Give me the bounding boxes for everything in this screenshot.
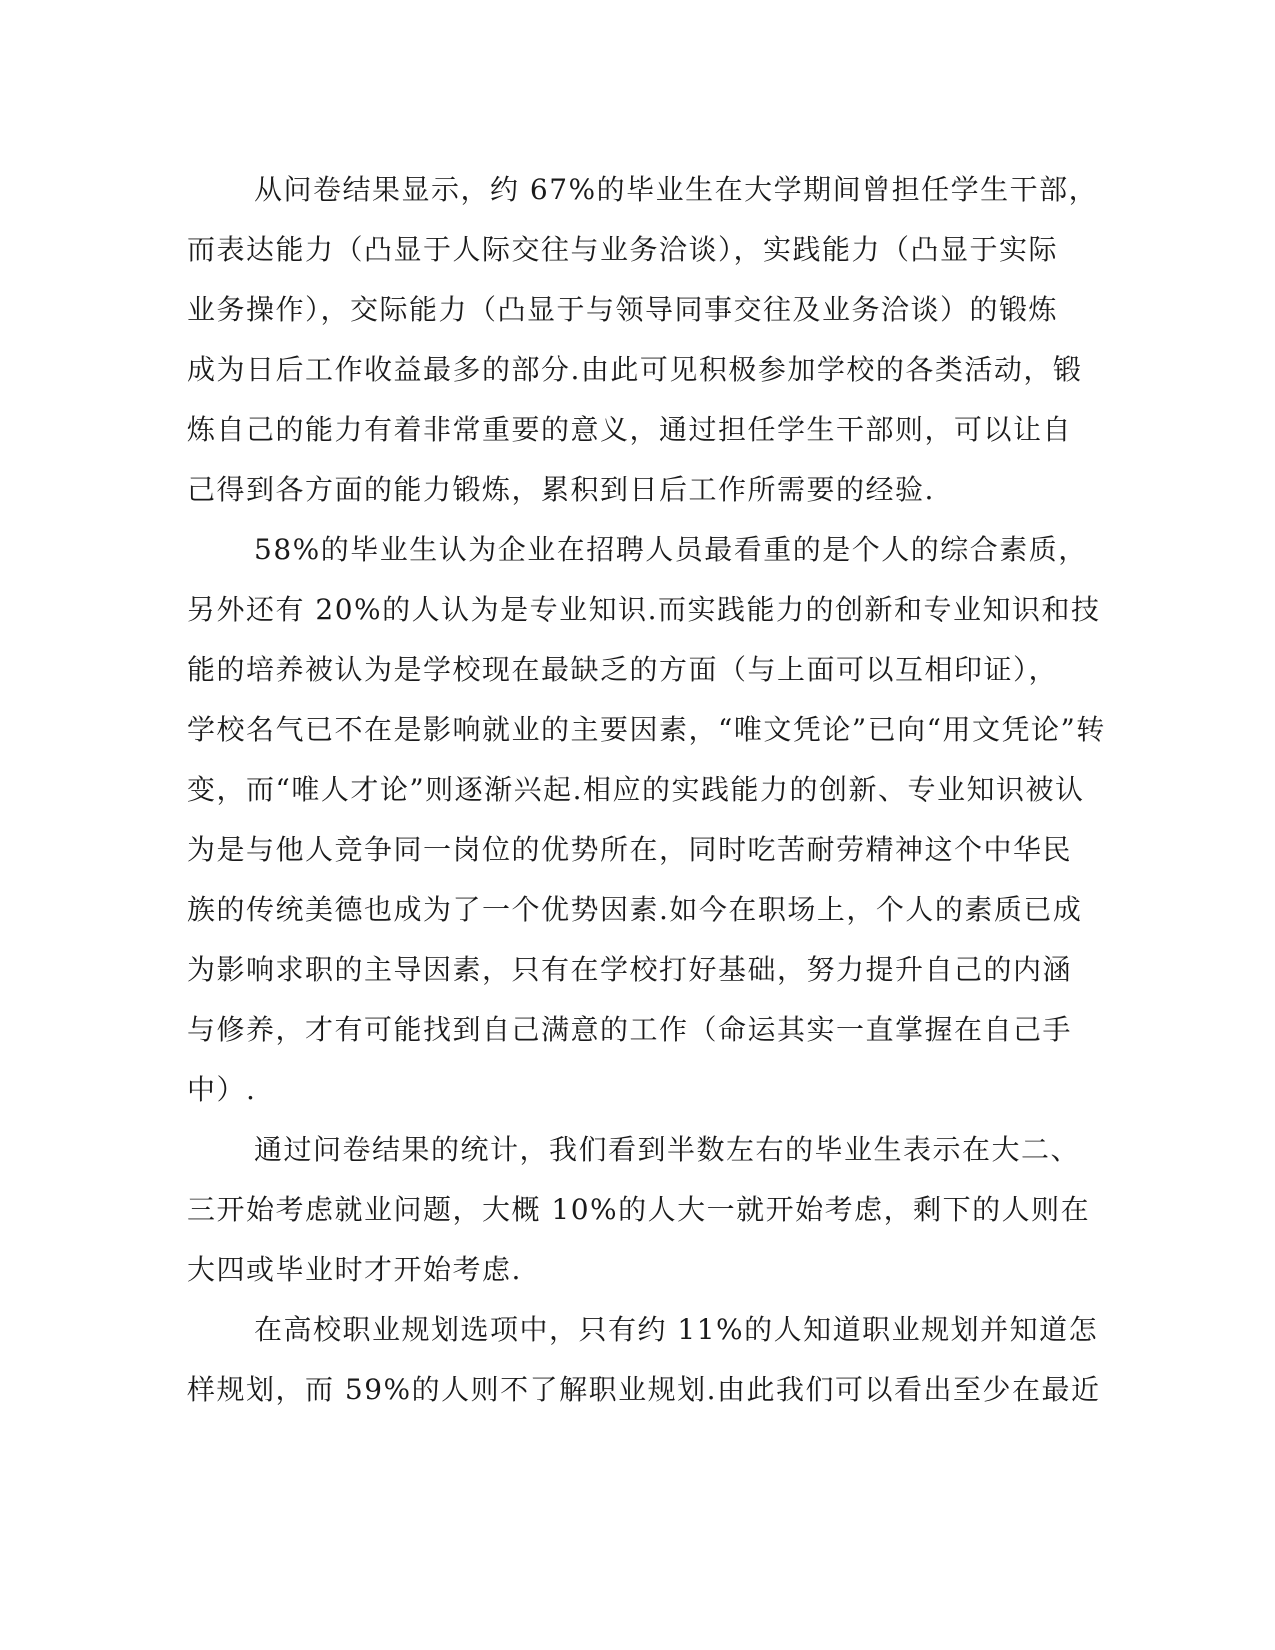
body-text	[187, 160, 1106, 1420]
text-line: 为影响求职的主导因素，只有在学校打好基础，努力提升自己的内涵	[187, 953, 1073, 986]
text-line: 58%的毕业生认为企业在招聘人员最看重的是个人的综合素质，	[254, 533, 1088, 566]
paragraph-3	[187, 1120, 1091, 1300]
text-line: 通过问卷结果的统计，我们看到半数左右的毕业生表示在大二、	[254, 1133, 1081, 1166]
text-line: 成为日后工作收益最多的部分.由此可见积极参加学校的各类活动，锻	[187, 353, 1083, 386]
text-line: 与修养，才有可能找到自己满意的工作（命运其实一直掌握在自己手	[187, 1013, 1073, 1046]
text-line: 样规划，而 59%的人则不了解职业规划.由此我们可以看出至少在最近	[187, 1373, 1101, 1406]
text-line: 大四或毕业时才开始考虑.	[187, 1253, 522, 1286]
text-line: 族的传统美德也成为了一个优势因素.如今在职场上，个人的素质已成	[187, 893, 1083, 926]
paragraph-1	[187, 160, 1099, 520]
text-line: 炼自己的能力有着非常重要的意义，通过担任学生干部则，可以让自	[187, 413, 1073, 446]
text-line: 能的培养被认为是学校现在最缺乏的方面（与上面可以互相印证），	[187, 653, 1059, 686]
paragraph-4	[187, 1300, 1101, 1420]
text-line: 另外还有 20%的人认为是专业知识.而实践能力的创新和专业知识和技	[187, 593, 1101, 626]
text-line: 学校名气已不在是影响就业的主要因素，“唯文凭论”已向“用文凭论”转	[187, 713, 1106, 746]
text-line: 业务操作），交际能力（凸显于与领导同事交往及业务洽谈）的锻炼	[187, 293, 1059, 326]
paragraph-2	[187, 520, 1106, 1120]
text-line: 三开始考虑就业问题，大概 10%的人大一就开始考虑，剩下的人则在	[187, 1193, 1091, 1226]
text-line: 而表达能力（凸显于人际交往与业务洽谈），实践能力（凸显于实际	[187, 233, 1059, 266]
text-line: 从问卷结果显示，约 67%的毕业生在大学期间曾担任学生干部，	[254, 173, 1099, 206]
text-line: 为是与他人竞争同一岗位的优势所在，同时吃苦耐劳精神这个中华民	[187, 833, 1073, 866]
text-line: 在高校职业规划选项中，只有约 11%的人知道职业规划并知道怎	[254, 1313, 1099, 1346]
text-line: 变，而“唯人才论”则逐渐兴起.相应的实践能力的创新、专业知识被认	[187, 773, 1085, 806]
text-line: 中）.	[187, 1073, 257, 1106]
text-line: 己得到各方面的能力锻炼，累积到日后工作所需要的经验.	[187, 473, 935, 506]
